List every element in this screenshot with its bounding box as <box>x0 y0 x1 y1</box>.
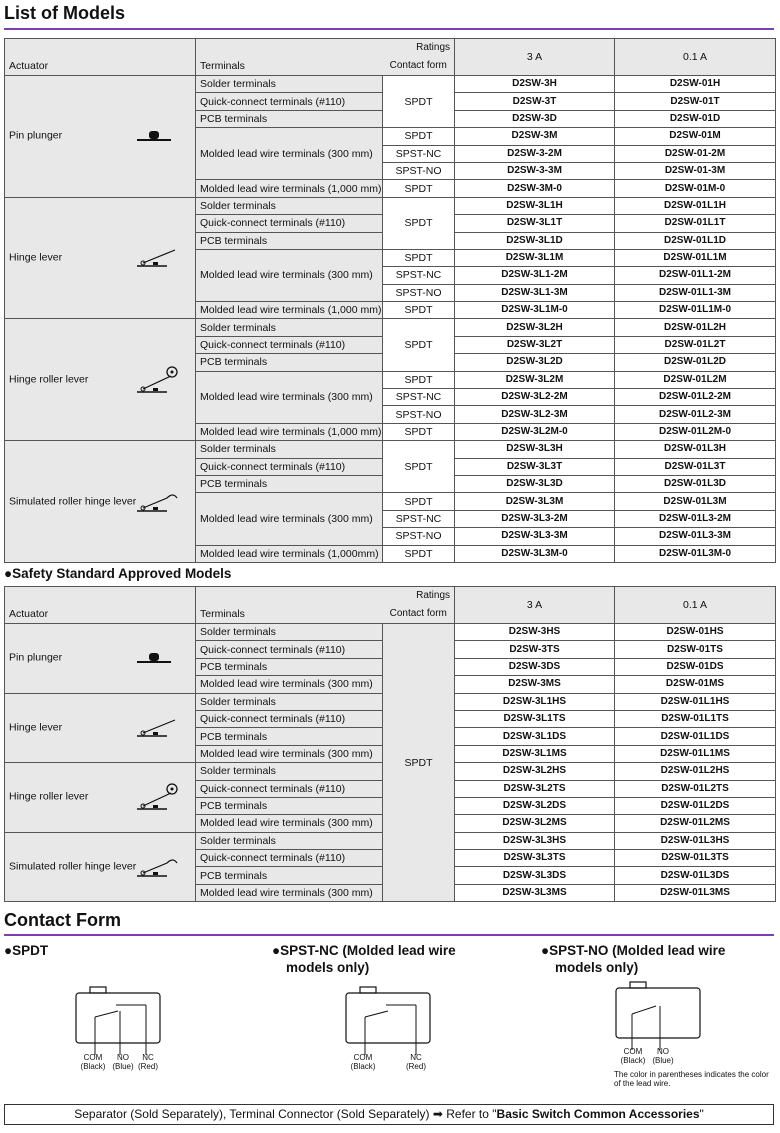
model-3a: D2SW-3H <box>455 76 615 93</box>
model-3a: D2SW-3L3M <box>455 493 615 510</box>
actuator-pin <box>5 624 196 694</box>
contact-form: SPDT <box>383 624 455 902</box>
model-3a: D2SW-3T <box>455 93 615 110</box>
model-3a: D2SW-3L3HS <box>455 832 615 849</box>
model-3a: D2SW-3L3-3M <box>455 528 615 545</box>
model-01a: D2SW-01M-0 <box>615 180 776 197</box>
contact-form: SPST-NC <box>383 389 455 406</box>
footer-suffix: " <box>699 1107 704 1121</box>
terminal-type: PCB terminals <box>196 867 383 884</box>
model-3a: D2SW-3M-0 <box>455 180 615 197</box>
model-01a: D2SW-01T <box>615 93 776 110</box>
spdt-nc-label: NC (Red) <box>137 1053 158 1071</box>
pin-plunger-icon <box>137 651 171 665</box>
model-3a: D2SW-3L3-2M <box>455 510 615 527</box>
contact-form: SPDT <box>383 423 455 440</box>
terminal-type: Solder terminals <box>196 441 383 458</box>
model-01a: D2SW-01DS <box>615 658 776 675</box>
terminal-type: Molded lead wire terminals (300 mm) <box>196 493 383 545</box>
list-of-models-title: List of Models <box>4 3 125 23</box>
terminal-type: Molded lead wire terminals (1,000mm) <box>196 545 383 562</box>
model-3a: D2SW-3L3M-0 <box>455 545 615 562</box>
model-01a: D2SW-01L2H <box>615 319 776 336</box>
model-01a: D2SW-01L2HS <box>615 763 776 780</box>
contact-rule <box>4 934 774 936</box>
spdt-diagram <box>70 985 170 1055</box>
hinge-lever-icon <box>137 247 177 269</box>
model-01a: D2SW-01D <box>615 110 776 127</box>
terminal-type: Quick-connect terminals (#110) <box>196 780 383 797</box>
model-3a: D2SW-3MS <box>455 676 615 693</box>
terminals-header: Terminals <box>196 587 383 624</box>
hinge-roller-lever-icon <box>137 782 179 812</box>
pin-plunger-icon <box>137 129 171 143</box>
model-3a: D2SW-3L3DS <box>455 867 615 884</box>
terminal-type: Molded lead wire terminals (300 mm) <box>196 371 383 423</box>
model-01a: D2SW-01L1TS <box>615 710 776 727</box>
actuator-label: Pin plunger <box>9 651 63 664</box>
model-01a: D2SW-01L1-2M <box>615 267 776 284</box>
contact-form: SPDT <box>383 371 455 388</box>
model-01a: D2SW-01L3TS <box>615 850 776 867</box>
nc-com-label: COM (Black) <box>350 1053 376 1071</box>
actuator-label: Simulated roller hinge lever <box>9 860 137 873</box>
terminal-type: PCB terminals <box>196 475 383 492</box>
spdt-no-label: NO (Blue) <box>112 1053 134 1071</box>
actuator-roller <box>5 319 196 441</box>
spdt-title: ●SPDT <box>4 943 49 958</box>
terminal-type: PCB terminals <box>196 728 383 745</box>
terminal-type: Molded lead wire terminals (300 mm) <box>196 884 383 901</box>
model-3a: D2SW-3L2TS <box>455 780 615 797</box>
terminal-type: Molded lead wire terminals (1,000 mm) <box>196 302 383 319</box>
rating-3a-header: 3 A <box>455 587 615 624</box>
model-01a: D2SW-01L1MS <box>615 745 776 762</box>
spst-nc-title2: models only) <box>286 960 370 975</box>
contact-form: SPDT <box>383 76 455 128</box>
model-01a: D2SW-01L1HS <box>615 693 776 710</box>
model-3a: D2SW-3L1TS <box>455 710 615 727</box>
actuator-header: Actuator <box>5 39 196 76</box>
terminals-header: Terminals <box>196 39 383 76</box>
model-3a: D2SW-3L2-3M <box>455 406 615 423</box>
actuator-label: Pin plunger <box>9 129 63 142</box>
actuator-label: Hinge lever <box>9 251 63 264</box>
model-01a: D2SW-01L1D <box>615 232 776 249</box>
model-3a: D2SW-3L1T <box>455 215 615 232</box>
model-01a: D2SW-01L2TS <box>615 780 776 797</box>
model-3a: D2SW-3L1-2M <box>455 267 615 284</box>
terminal-type: Quick-connect terminals (#110) <box>196 850 383 867</box>
terminal-type: Solder terminals <box>196 76 383 93</box>
model-3a: D2SW-3L2DS <box>455 797 615 814</box>
contact-form: SPDT <box>383 302 455 319</box>
model-3a: D2SW-3L3MS <box>455 884 615 901</box>
model-01a: D2SW-01L2M-0 <box>615 423 776 440</box>
model-01a: D2SW-01L2DS <box>615 797 776 814</box>
terminal-type: Molded lead wire terminals (1,000 mm) <box>196 423 383 440</box>
contact-form: SPST-NO <box>383 406 455 423</box>
model-01a: D2SW-01L3-3M <box>615 528 776 545</box>
terminal-type: PCB terminals <box>196 232 383 249</box>
ratings-header: Ratings <box>383 587 455 606</box>
nc-nc-label: NC (Red) <box>405 1053 426 1071</box>
terminal-type: Molded lead wire terminals (300 mm) <box>196 249 383 301</box>
terminal-type: Molded lead wire terminals (300 mm) <box>196 676 383 693</box>
spst-no-title: ●SPST-NO (Molded lead wire <box>541 943 726 958</box>
contact-form: SPDT <box>383 441 455 493</box>
contact-form: SPST-NC <box>383 510 455 527</box>
model-01a: D2SW-01L2T <box>615 336 776 353</box>
model-01a: D2SW-01L3M <box>615 493 776 510</box>
model-3a: D2SW-3M <box>455 128 615 145</box>
actuator-pin <box>5 76 196 198</box>
terminal-type: Quick-connect terminals (#110) <box>196 458 383 475</box>
contact-form: SPST-NC <box>383 145 455 162</box>
spst-no-block <box>541 942 725 976</box>
model-01a: D2SW-01L2M <box>615 371 776 388</box>
model-3a: D2SW-3L3H <box>455 441 615 458</box>
model-01a: D2SW-01L2-3M <box>615 406 776 423</box>
contact-form: SPDT <box>383 249 455 266</box>
terminal-type: Molded lead wire terminals (1,000 mm) <box>196 180 383 197</box>
contact-form: SPDT <box>383 180 455 197</box>
model-01a: D2SW-01L3M-0 <box>615 545 776 562</box>
model-01a: D2SW-01L1DS <box>615 728 776 745</box>
simulated-roller-hinge-lever-icon <box>137 855 179 879</box>
spst-nc-diagram <box>340 985 440 1055</box>
model-3a: D2SW-3L2T <box>455 336 615 353</box>
contact-form: SPDT <box>383 545 455 562</box>
model-3a: D2SW-3L1H <box>455 197 615 214</box>
hinge-lever-icon <box>137 717 177 739</box>
contact-form: SPDT <box>383 128 455 145</box>
spst-no-diagram <box>612 980 702 1050</box>
contact-form-header: Contact form <box>383 57 455 76</box>
contact-form: SPST-NO <box>383 528 455 545</box>
terminal-type: Solder terminals <box>196 763 383 780</box>
model-01a: D2SW-01HS <box>615 624 776 641</box>
model-3a: D2SW-3-3M <box>455 162 615 179</box>
model-01a: D2SW-01L1T <box>615 215 776 232</box>
model-3a: D2SW-3L1D <box>455 232 615 249</box>
terminal-type: Quick-connect terminals (#110) <box>196 93 383 110</box>
actuator-label: Simulated roller hinge lever <box>9 495 137 508</box>
title-rule <box>4 28 774 30</box>
contact-form: SPDT <box>383 493 455 510</box>
actuator-roller <box>5 763 196 833</box>
model-3a: D2SW-3L2HS <box>455 763 615 780</box>
model-3a: D2SW-3L2-2M <box>455 389 615 406</box>
actuator-sim <box>5 832 196 902</box>
lead-wire-note: The color in parentheses indicates the color of the lead wire. <box>614 1070 769 1088</box>
actuator-label: Hinge roller lever <box>9 790 89 803</box>
model-3a: D2SW-3L2H <box>455 319 615 336</box>
model-3a: D2SW-3L1M-0 <box>455 302 615 319</box>
model-3a: D2SW-3L2MS <box>455 815 615 832</box>
model-3a: D2SW-3D <box>455 110 615 127</box>
terminal-type: Quick-connect terminals (#110) <box>196 710 383 727</box>
model-01a: D2SW-01L3-2M <box>615 510 776 527</box>
model-01a: D2SW-01L3DS <box>615 867 776 884</box>
rating-01a-header: 0.1 A <box>615 587 776 624</box>
model-3a: D2SW-3L1M <box>455 249 615 266</box>
terminal-type: PCB terminals <box>196 658 383 675</box>
actuator-header: Actuator <box>5 587 196 624</box>
terminal-type: PCB terminals <box>196 110 383 127</box>
contact-form: SPST-NC <box>383 267 455 284</box>
terminal-type: Quick-connect terminals (#110) <box>196 641 383 658</box>
spst-no-title2: models only) <box>555 960 639 975</box>
model-3a: D2SW-3L3D <box>455 475 615 492</box>
model-01a: D2SW-01L2-2M <box>615 389 776 406</box>
simulated-roller-hinge-lever-icon <box>137 490 179 514</box>
terminal-type: Solder terminals <box>196 319 383 336</box>
model-01a: D2SW-01L1-3M <box>615 284 776 301</box>
spst-nc-block <box>272 942 456 976</box>
actuator-label: Hinge roller lever <box>9 373 89 386</box>
model-3a: D2SW-3L1DS <box>455 728 615 745</box>
contact-form: SPDT <box>383 319 455 371</box>
spdt-com-label: COM (Black) <box>80 1053 106 1071</box>
model-01a: D2SW-01MS <box>615 676 776 693</box>
accessories-footer <box>4 1104 774 1125</box>
rating-3a-header: 3 A <box>455 39 615 76</box>
contact-form-title: Contact Form <box>4 910 121 930</box>
model-01a: D2SW-01L1M-0 <box>615 302 776 319</box>
model-01a: D2SW-01M <box>615 128 776 145</box>
actuator-hinge <box>5 197 196 319</box>
model-01a: D2SW-01L1M <box>615 249 776 266</box>
terminal-type: PCB terminals <box>196 354 383 371</box>
terminal-type: Solder terminals <box>196 832 383 849</box>
actuator-label: Hinge lever <box>9 721 63 734</box>
spst-nc-title: ●SPST-NC (Molded lead wire <box>272 943 456 958</box>
contact-form-header: Contact form <box>383 605 455 624</box>
actuator-sim <box>5 441 196 563</box>
terminal-type: Quick-connect terminals (#110) <box>196 215 383 232</box>
model-01a: D2SW-01L1H <box>615 197 776 214</box>
contact-form: SPDT <box>383 197 455 249</box>
actuator-hinge <box>5 693 196 763</box>
terminal-type: PCB terminals <box>196 797 383 814</box>
safety-models-table <box>4 586 776 902</box>
model-3a: D2SW-3L2M <box>455 371 615 388</box>
model-3a: D2SW-3L1HS <box>455 693 615 710</box>
model-01a: D2SW-01L3D <box>615 475 776 492</box>
no-no-label: NO (Blue) <box>652 1047 674 1065</box>
no-com-label: COM (Black) <box>620 1047 646 1065</box>
model-01a: D2SW-01L3HS <box>615 832 776 849</box>
terminal-type: Solder terminals <box>196 693 383 710</box>
terminal-type: Quick-connect terminals (#110) <box>196 336 383 353</box>
model-01a: D2SW-01L3H <box>615 441 776 458</box>
model-3a: D2SW-3L1MS <box>455 745 615 762</box>
safety-title: ●Safety Standard Approved Models <box>4 566 232 581</box>
model-3a: D2SW-3L3TS <box>455 850 615 867</box>
model-3a: D2SW-3-2M <box>455 145 615 162</box>
spdt-block <box>4 942 48 959</box>
model-3a: D2SW-3L2M-0 <box>455 423 615 440</box>
model-3a: D2SW-3L3T <box>455 458 615 475</box>
ratings-header: Ratings <box>383 39 455 58</box>
model-01a: D2SW-01H <box>615 76 776 93</box>
terminal-type: Solder terminals <box>196 624 383 641</box>
model-3a: D2SW-3TS <box>455 641 615 658</box>
accessories-link[interactable]: Basic Switch Common Accessories <box>496 1107 700 1121</box>
model-3a: D2SW-3L1-3M <box>455 284 615 301</box>
model-01a: D2SW-01L2MS <box>615 815 776 832</box>
terminal-type: Molded lead wire terminals (300 mm) <box>196 745 383 762</box>
contact-form: SPST-NO <box>383 284 455 301</box>
model-01a: D2SW-01-2M <box>615 145 776 162</box>
footer-prefix: Separator (Sold Separately), Terminal Connector (Sold Separately) ➡ Refer to " <box>74 1107 497 1121</box>
terminal-type: Solder terminals <box>196 197 383 214</box>
terminal-type: Molded lead wire terminals (300 mm) <box>196 815 383 832</box>
model-01a: D2SW-01-3M <box>615 162 776 179</box>
terminal-type: Molded lead wire terminals (300 mm) <box>196 128 383 180</box>
model-01a: D2SW-01L3T <box>615 458 776 475</box>
model-01a: D2SW-01TS <box>615 641 776 658</box>
model-3a: D2SW-3L2D <box>455 354 615 371</box>
model-3a: D2SW-3HS <box>455 624 615 641</box>
models-table <box>4 38 776 563</box>
hinge-roller-lever-icon <box>137 365 179 395</box>
contact-form: SPST-NO <box>383 162 455 179</box>
model-01a: D2SW-01L2D <box>615 354 776 371</box>
model-3a: D2SW-3DS <box>455 658 615 675</box>
model-01a: D2SW-01L3MS <box>615 884 776 901</box>
rating-01a-header: 0.1 A <box>615 39 776 76</box>
